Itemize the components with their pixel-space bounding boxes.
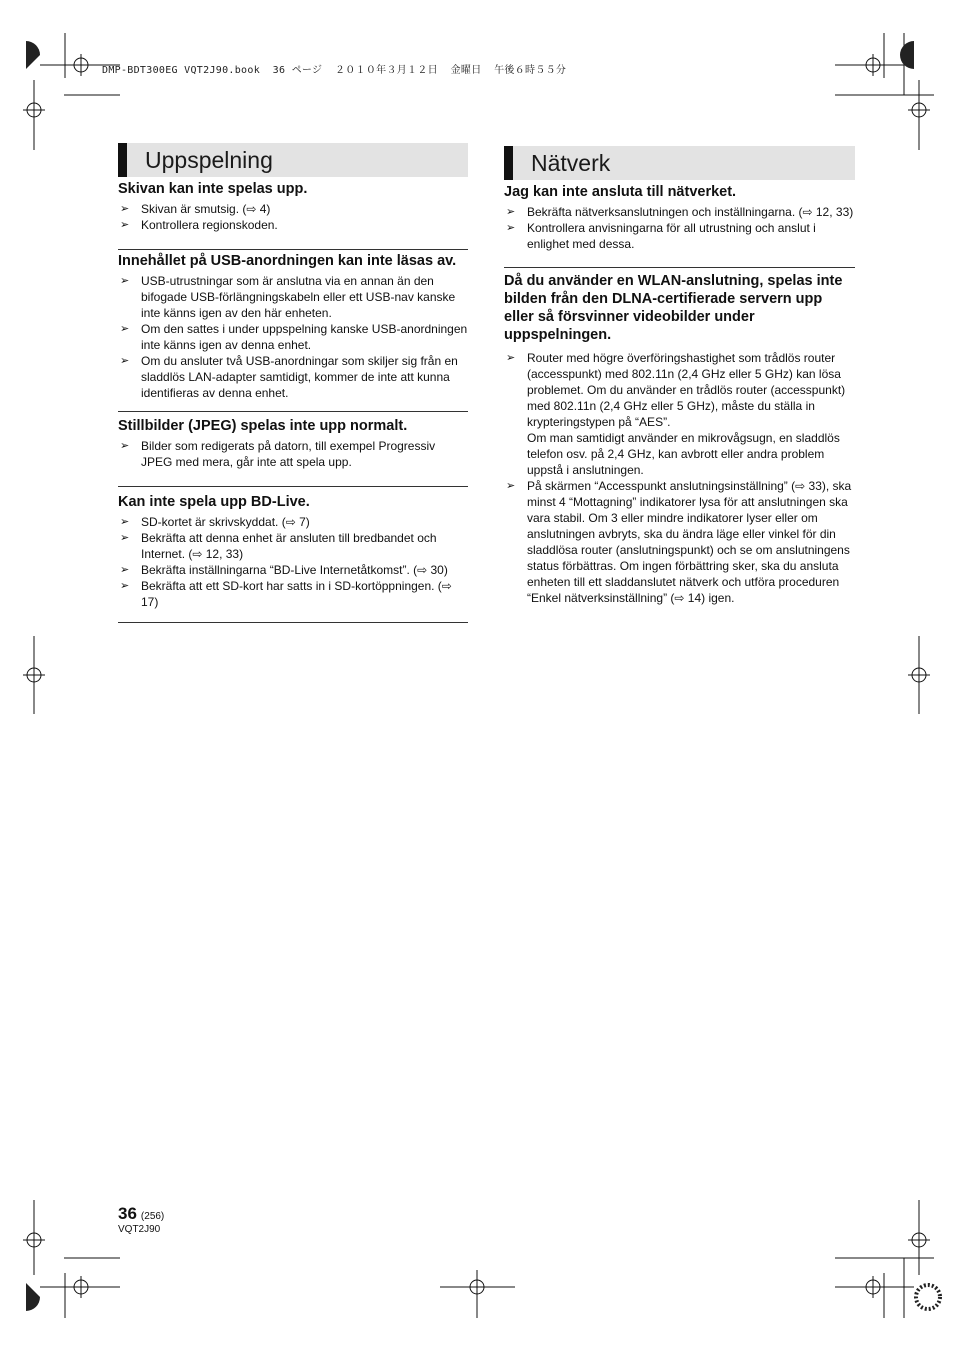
topic bbox=[504, 184, 855, 252]
arrow-bullet-icon: ➢ bbox=[120, 564, 130, 576]
section-marker bbox=[504, 146, 513, 180]
arrow-bullet-icon: ➢ bbox=[120, 516, 130, 528]
list-item: ➢ Bekräfta nätverksanslutningen och inställningarna. (⇨ 12, 33) bbox=[506, 205, 854, 219]
page-number bbox=[118, 1204, 164, 1224]
left-column bbox=[118, 143, 468, 623]
arrow-bullet-icon: ➢ bbox=[120, 532, 130, 544]
list-item: ➢ USB-utrustningar som är anslutna via en annan än den bifogade USB-förlängningskabeln eller ett USB-nav kanske inte känns igen av den här enheten. bbox=[120, 274, 456, 320]
divider bbox=[118, 249, 468, 250]
arrow-bullet-icon: ➢ bbox=[120, 323, 130, 335]
list-item: ➢ Om den sattes i under uppspelning kanske USB-anordningen inte känns igen av denna enhet. bbox=[120, 322, 468, 352]
section-title: Uppspelning bbox=[145, 146, 273, 173]
arrow-bullet-icon: ➢ bbox=[506, 480, 516, 492]
arrow-bullet-icon: ➢ bbox=[506, 222, 516, 234]
item-list bbox=[118, 438, 468, 470]
arrow-bullet-icon: ➢ bbox=[506, 352, 516, 364]
divider bbox=[118, 486, 468, 487]
divider bbox=[118, 622, 468, 623]
topic-title: Stillbilder (JPEG) spelas inte upp normalt. bbox=[118, 418, 408, 434]
document-code: VQT2J90 bbox=[118, 1224, 161, 1235]
page-number-sub: (256) bbox=[140, 1211, 165, 1222]
list-item: ➢ Om du ansluter två USB-anordningar som skiljer sig från en sladdlös LAN-adapter samtidigt, kommer de inte att kunna identifieras av denna enhet. bbox=[120, 354, 458, 400]
arrow-bullet-icon: ➢ bbox=[120, 203, 130, 215]
item-list bbox=[118, 201, 468, 233]
arrow-bullet-icon: ➢ bbox=[120, 275, 130, 287]
topic-title: Innehållet på USB-anordningen kan inte läsas av. bbox=[118, 253, 457, 269]
topic-title: Då du använder en WLAN-anslutning, spelas inte bilden från den DLNA-certifierade servern upp eller så försvinner videobilder under uppspelningen. bbox=[504, 273, 843, 343]
section-marker bbox=[118, 143, 127, 177]
item-list bbox=[504, 350, 855, 606]
section-title: Nätverk bbox=[531, 149, 611, 176]
list-item: ➢ Bilder som redigerats på datorn, till exempel Progressiv JPEG med mera, går inte att spela upp. bbox=[120, 439, 436, 469]
arrow-bullet-icon: ➢ bbox=[120, 355, 130, 367]
topic bbox=[118, 418, 468, 470]
arrow-bullet-icon: ➢ bbox=[120, 580, 130, 592]
list-item: ➢ Kontrollera regionskoden. bbox=[120, 218, 278, 232]
print-header: DMP-BDT300EG VQT2J90.book 36 ページ ２０１０年３月１２日 金曜日 午後６時５５分 bbox=[102, 65, 567, 76]
section-header-uppspelning bbox=[118, 143, 468, 177]
list-item: ➢ Bekräfta att denna enhet är ansluten till bredbandet och Internet. (⇨ 12, 33) bbox=[120, 531, 437, 561]
topic-title: Skivan kan inte spelas upp. bbox=[118, 181, 308, 197]
list-item: ➢ Bekräfta att ett SD-kort har satts in i SD-kortöppningen. (⇨ 17) bbox=[120, 579, 452, 609]
arrow-bullet-icon: ➢ bbox=[120, 440, 130, 452]
topic bbox=[118, 253, 468, 401]
topic-title: Kan inte spela upp BD-Live. bbox=[118, 494, 310, 510]
topic bbox=[118, 494, 468, 610]
item-list bbox=[504, 204, 855, 252]
list-item: ➢ Bekräfta inställningarna “BD-Live Internetåtkomst”. (⇨ 30) bbox=[120, 563, 448, 577]
list-item: ➢ SD-kortet är skrivskyddat. (⇨ 7) bbox=[120, 515, 310, 529]
list-item: ➢ Skivan är smutsig. (⇨ 4) bbox=[120, 202, 271, 216]
list-item: ➢ Kontrollera anvisningarna för all utrustning och anslut i enlighet med dessa. bbox=[506, 221, 816, 251]
list-item: ➢ Router med högre överföringshastighet som trådlös router (accesspunkt) med 802.11n (2,4 GHz eller 5 GHz) kan lösa problemet. Om du använder en trådlös router (accesspunkt) med 802.11n (2,4 GHz eller 5 GHz), måste du ställa in krypteringstypen på “AES”. Om man samtidigt använder en mikrovågsugn, en sladdlös telefon osv. på 2,4 GHz, kan avbrott eller andra problem uppstå i anslutningen. bbox=[506, 351, 846, 477]
section-header-natverk bbox=[504, 146, 855, 180]
page-number-value: 36 bbox=[118, 1204, 137, 1223]
divider bbox=[118, 411, 468, 412]
item-list bbox=[118, 514, 468, 610]
item-list bbox=[118, 273, 468, 401]
topic bbox=[118, 181, 468, 233]
arrow-bullet-icon: ➢ bbox=[120, 219, 130, 231]
topic-title: Jag kan inte ansluta till nätverket. bbox=[504, 184, 737, 200]
topic bbox=[504, 272, 855, 606]
arrow-bullet-icon: ➢ bbox=[506, 206, 516, 218]
divider bbox=[504, 267, 855, 268]
list-item: ➢ På skärmen “Accesspunkt anslutningsinställning” (⇨ 33), ska minst 4 “Mottagning” indikatorer lysa för att anslutningen ska vara stabil. Om 3 eller mindre indikatorer lyser eller om anslutningen avbryts, ska du ändra läge eller vinkel för din sladdlösa router (anslutningspunkt) och se om anslutningens status förbättras. Om ingen förbättring sker, ska du ansluta enheten till ett sladdanslutet nätverk och utföra proceduren “Enkel nätverksinställning” (⇨ 14) igen. bbox=[506, 479, 852, 605]
right-column bbox=[504, 146, 855, 606]
